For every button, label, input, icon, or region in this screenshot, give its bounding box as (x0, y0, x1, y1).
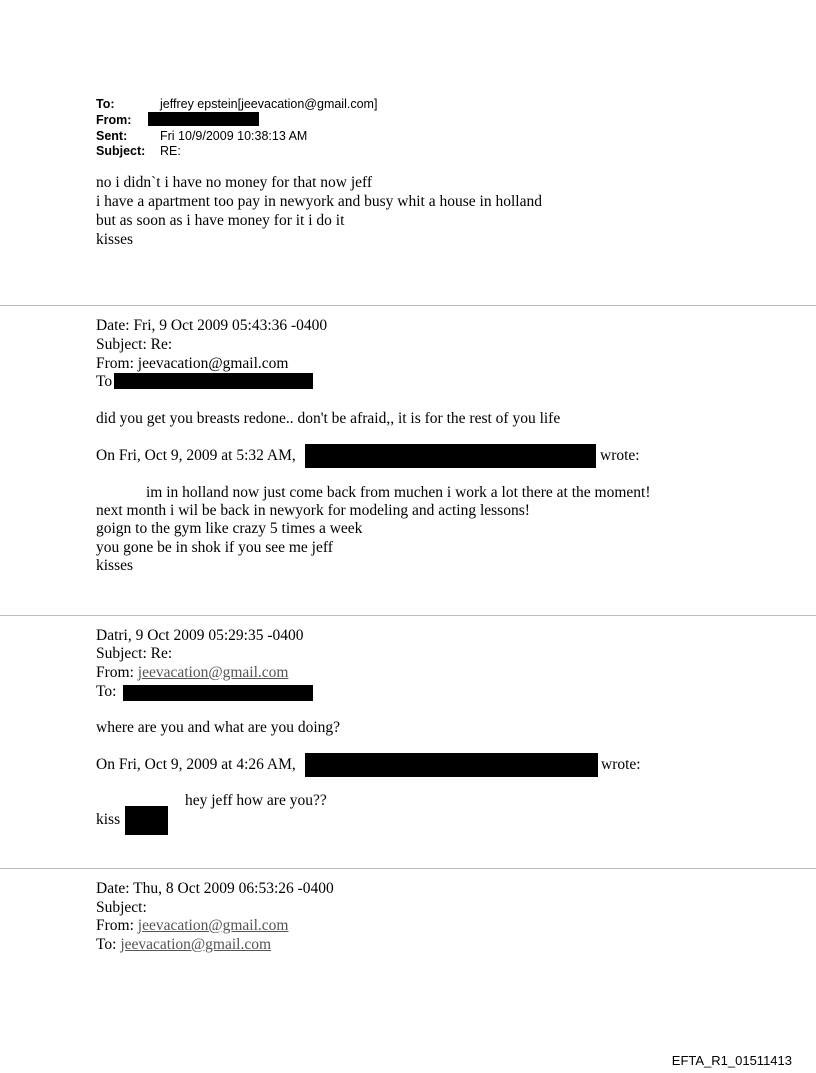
divider (0, 868, 816, 869)
redaction-bar (114, 373, 313, 389)
message-to-label: To: (96, 936, 117, 953)
message-body: did you get you breasts redone.. don't be afraid,, it is for the rest of you life (96, 410, 561, 427)
message-subject: Subject: Re: (96, 336, 173, 353)
redaction-bar (305, 444, 596, 468)
divider (0, 615, 816, 616)
from-email-link[interactable]: jeevacation@gmail.com (137, 917, 289, 934)
to-label: To: (96, 97, 115, 111)
quoted-line: goign to the gym like crazy 5 times a week (96, 520, 363, 537)
document-id: EFTA_R1_01511413 (671, 1053, 792, 1068)
message-from-label: From: (96, 664, 134, 681)
message-subject: Subject: (96, 899, 147, 916)
message-to-label: To: (96, 683, 117, 700)
quoted-line: next month i wil be back in newyork for modeling and acting lessons! (96, 502, 530, 519)
redaction-bar (148, 112, 259, 126)
quote-attribution: On Fri, Oct 9, 2009 at 5:32 AM, (96, 447, 296, 464)
body-line: but as soon as i have money for it i do it (96, 212, 345, 229)
subject-value: RE: (160, 144, 181, 158)
divider (0, 305, 816, 306)
message-from-label: From: (96, 917, 134, 934)
quote-wrote: wrote: (600, 447, 640, 464)
message-date: Date: Fri, 9 Oct 2009 05:43:36 -0400 (96, 317, 328, 334)
quoted-line: im in holland now just come back from muchen i work a lot there at the moment! (146, 484, 651, 501)
body-line: kisses (96, 231, 134, 248)
message-date: Date: Thu, 8 Oct 2009 06:53:26 -0400 (96, 880, 334, 897)
from-email-link[interactable]: jeevacation@gmail.com (137, 664, 289, 681)
quoted-line: you gone be in shok if you see me jeff (96, 539, 333, 556)
sent-value: Fri 10/9/2009 10:38:13 AM (160, 129, 308, 143)
sent-label: Sent: (96, 129, 128, 143)
redaction-bar (125, 806, 168, 835)
subject-label: Subject: (96, 144, 146, 158)
message-body: where are you and what are you doing? (96, 719, 341, 736)
quoted-line: kisses (96, 557, 134, 574)
quoted-line: kiss (96, 811, 121, 828)
to-email-link[interactable]: jeevacation@gmail.com (120, 936, 272, 953)
quote-wrote: wrote: (601, 756, 641, 773)
message-subject: Subject: Re: (96, 645, 173, 662)
body-line: no i didn`t i have no money for that now jeff (96, 174, 373, 191)
body-line: i have a apartment too pay in newyork and busy whit a house in holland (96, 193, 542, 210)
redaction-bar (305, 753, 598, 777)
message-to-label: To (96, 373, 113, 390)
redaction-bar (123, 685, 313, 701)
from-label: From: (96, 113, 132, 127)
quote-attribution: On Fri, Oct 9, 2009 at 4:26 AM, (96, 756, 296, 773)
quoted-line: hey jeff how are you?? (185, 792, 327, 809)
message-date: Datri, 9 Oct 2009 05:29:35 -0400 (96, 627, 304, 644)
message-from: From: jeevacation@gmail.com (96, 355, 289, 372)
to-value: jeffrey epstein[jeevacation@gmail.com] (160, 97, 378, 111)
